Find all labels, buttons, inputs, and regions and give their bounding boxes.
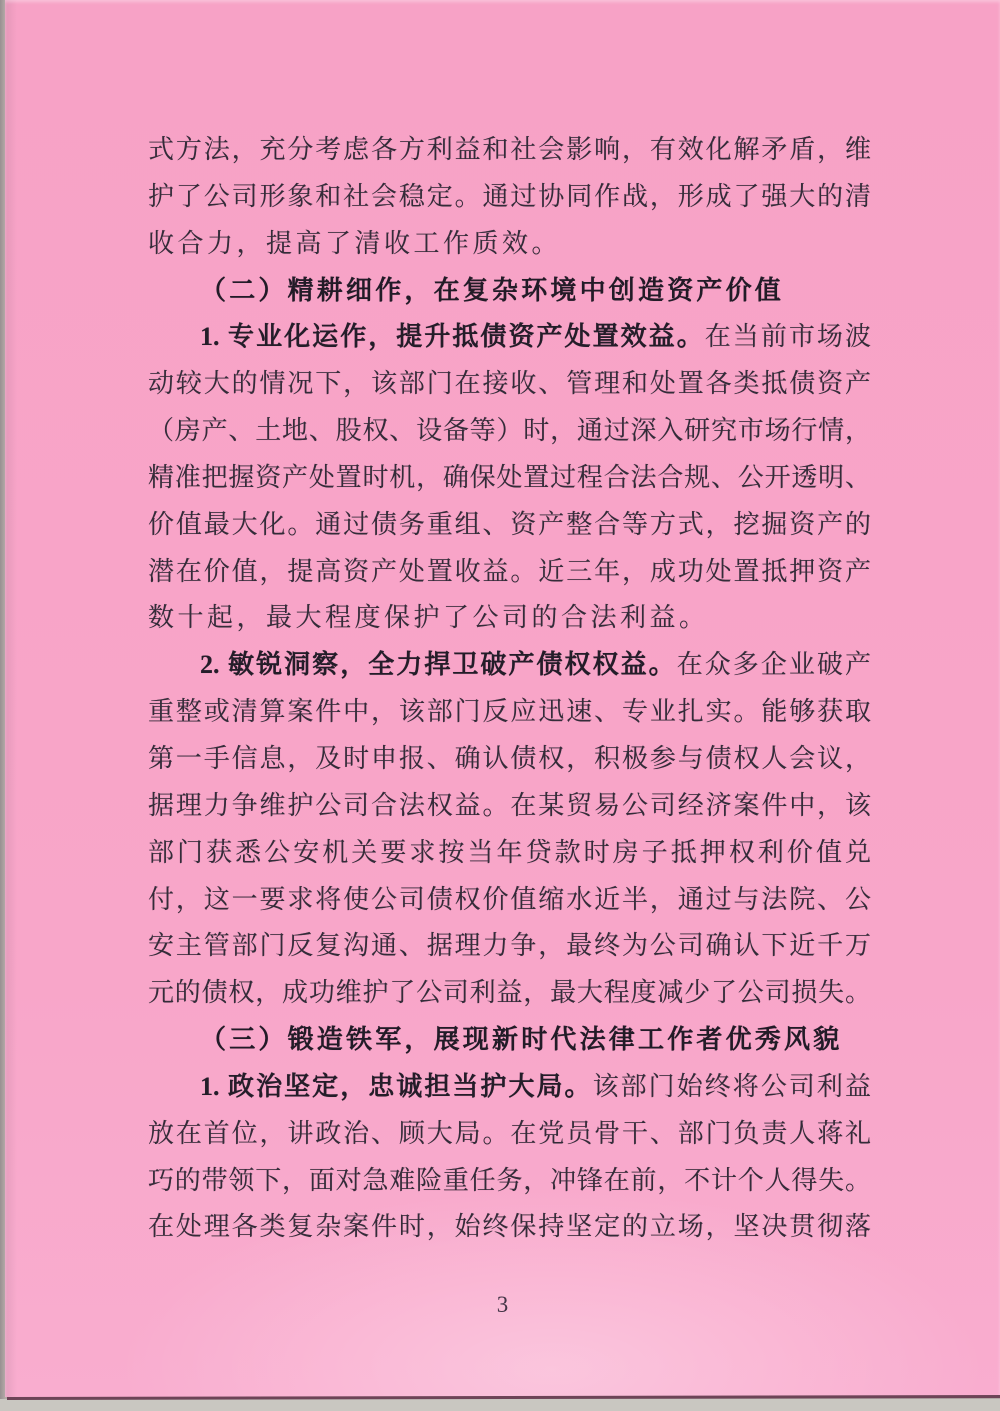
line-text: （房产、土地、股权、设备等）时，通过深入研究市场行情， bbox=[148, 416, 871, 446]
text-line bbox=[148, 736, 871, 783]
line-text: 收合力，提高了清收工作质效。 bbox=[148, 228, 562, 258]
heading-text: （二）精耕细作，在复杂环境中创造资产价值 bbox=[200, 275, 785, 305]
text-line bbox=[148, 970, 871, 1017]
line-text: 式方法，充分考虑各方利益和社会影响，有效化解矛盾，维 bbox=[148, 135, 871, 164]
line-text: 在众多企业破产 bbox=[676, 650, 871, 680]
text-line bbox=[148, 361, 871, 408]
scanner-edge-bottom bbox=[0, 1399, 1000, 1411]
bold-lead: 1. 政治坚定，忠诚担当护大局。 bbox=[200, 1071, 593, 1101]
line-text: 该部门始终将公司利益 bbox=[592, 1071, 871, 1101]
line-text: 元的债权，成功维护了公司利益，最大程度减少了公司损失。 bbox=[148, 978, 871, 1008]
text-line bbox=[148, 1158, 871, 1205]
document-body bbox=[148, 127, 871, 1251]
text-line bbox=[148, 830, 871, 877]
page-number: 3 bbox=[496, 1292, 509, 1317]
text-line bbox=[148, 455, 871, 502]
line-text: 精准把握资产处置时机，确保处置过程合法合规、公开透明、 bbox=[148, 462, 871, 492]
section-heading-2 bbox=[148, 268, 871, 315]
text-line bbox=[148, 221, 871, 268]
line-text: 据理力争维护公司合法权益。在某贸易公司经济案件中，该 bbox=[148, 790, 871, 820]
line-text: 放在首位，讲政治、顾大局。在党员骨干、部门负责人蒋礼 bbox=[148, 1118, 871, 1148]
text-line bbox=[148, 314, 871, 361]
bold-lead: 2. 敏锐洞察，全力捍卫破产债权权益。 bbox=[200, 650, 677, 680]
text-line bbox=[148, 408, 871, 455]
line-text: 数十起，最大程度保护了公司的合法利益。 bbox=[148, 603, 709, 633]
text-line bbox=[148, 174, 871, 221]
line-text: 第一手信息，及时申报、确认债权，积极参与债权人会议， bbox=[148, 743, 871, 773]
line-text: 巧的带领下，面对急难险重任务，冲锋在前，不计个人得失。 bbox=[148, 1165, 871, 1195]
line-text: 价值最大化。通过债务重组、资产整合等方式，挖掘资产的 bbox=[148, 509, 871, 539]
text-line bbox=[148, 1204, 871, 1251]
line-text: 付，这一要求将使公司债权价值缩水近半，通过与法院、公 bbox=[148, 884, 871, 914]
text-line bbox=[148, 127, 871, 174]
text-line bbox=[148, 783, 871, 830]
scanned-paper-page bbox=[5, 0, 1000, 1397]
line-text: 护了公司形象和社会稳定。通过协同作战，形成了强大的清 bbox=[148, 181, 871, 211]
text-line bbox=[148, 502, 871, 549]
text-line bbox=[148, 689, 871, 736]
text-line bbox=[148, 877, 871, 924]
line-text: 动较大的情况下，该部门在接收、管理和处置各类抵债资产 bbox=[148, 369, 871, 399]
line-text: 安主管部门反复沟通、据理力争，最终为公司确认下近千万 bbox=[148, 931, 871, 961]
line-text: 在当前市场波 bbox=[704, 322, 871, 352]
heading-text: （三）锻造铁军，展现新时代法律工作者优秀风貌 bbox=[200, 1025, 843, 1055]
line-text: 部门获悉公安机关要求按当年贷款时房子抵押权利价值兑 bbox=[148, 837, 871, 867]
line-text: 重整或清算案件中，该部门反应迅速、专业扎实。能够获取 bbox=[148, 697, 871, 727]
text-line bbox=[148, 549, 871, 596]
text-line bbox=[148, 642, 871, 689]
line-text: 潜在价值，提高资产处置收益。近三年，成功处置抵押资产 bbox=[148, 556, 871, 586]
bold-lead: 1. 专业化运作，提升抵债资产处置效益。 bbox=[200, 322, 705, 352]
text-line bbox=[148, 923, 871, 970]
text-line bbox=[148, 1111, 871, 1158]
section-heading-3 bbox=[148, 1017, 871, 1064]
text-line bbox=[148, 1064, 871, 1111]
line-text: 在处理各类复杂案件时，始终保持坚定的立场，坚决贯彻落 bbox=[148, 1212, 871, 1242]
text-line bbox=[148, 595, 871, 642]
